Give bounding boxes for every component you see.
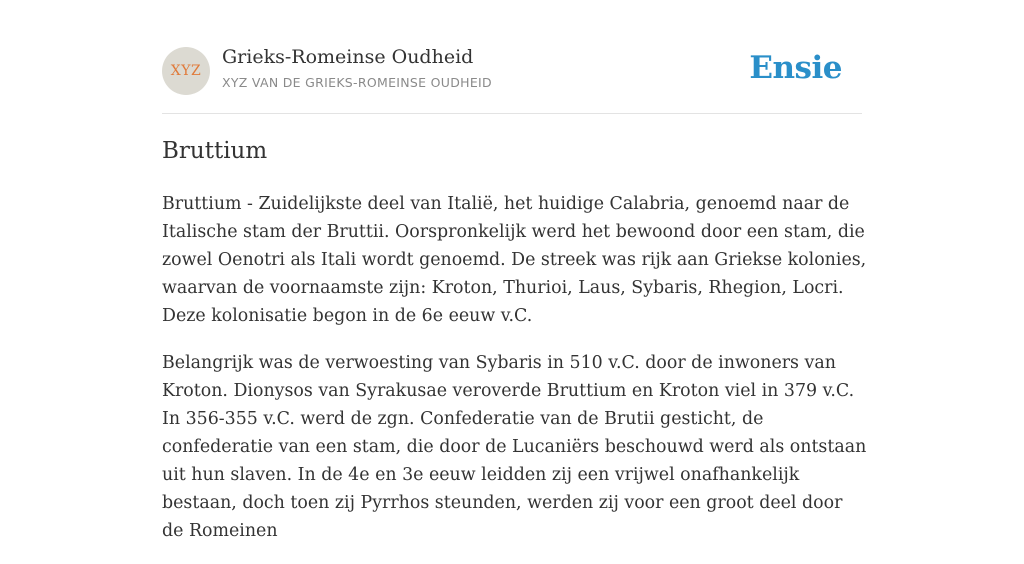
dictionary-subtitle: XYZ VAN DE GRIEKS-ROMEINSE OUDHEID — [222, 75, 492, 90]
dictionary-title[interactable]: Grieks-Romeinse Oudheid — [222, 46, 474, 68]
article-body — [162, 190, 868, 564]
article-paragraph: Belangrijk was de verwoesting van Sybaris in 510 v.C. door de inwoners van Kroton. Dionysos van Syrakusae veroverde Bruttium en Kroton viel in 379 v.C. In 356-355 v.C. werd de zgn. Confederatie van de Brutii gesticht, de confederatie van een stam, die door de Lucaniërs beschouwd werd als ontstaan uit hun slaven. In de 4e en 3e eeuw leidden zij een vrijwel onafhankelijk bestaan, doch toen zij Pyrrhos steunden, werden zij voor een groot deel door de Romeinen — [162, 353, 867, 541]
site-header — [162, 0, 862, 114]
article-title: Bruttium — [162, 138, 268, 164]
article-paragraph: Bruttium - Zuidelijkste deel van Italië, het huidige Calabria, genoemd naar de Italische stam der Bruttii. Oorspronkelijk werd het bewoond door een stam, die zowel Oenotri als Itali wordt genoemd. De streek was rijk aan Griekse kolonies, waarvan de voornaamste zijn: Kroton, Thurioi, Laus, Sybaris, Rhegion, Locri. Deze kolonisatie begon in de 6e eeuw v.C. — [162, 194, 867, 326]
page-container — [162, 0, 867, 541]
avatar[interactable]: XYZ — [162, 47, 210, 95]
ensie-logo-link[interactable]: Ensie — [749, 50, 842, 86]
